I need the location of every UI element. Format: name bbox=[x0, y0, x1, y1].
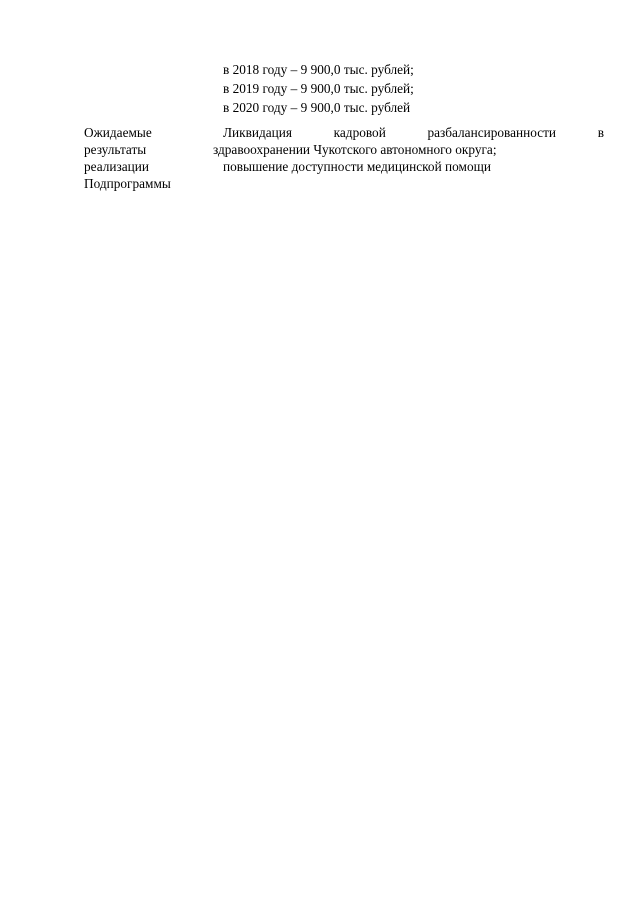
funding-block bbox=[223, 61, 603, 118]
expected-results-label bbox=[84, 124, 204, 192]
funding-line-2018: в 2018 году – 9 900,0 тыс. рублей; bbox=[223, 62, 414, 77]
result-line-1 bbox=[223, 124, 604, 141]
result-line-2: здравоохранении Чукотского автономного округа; bbox=[213, 142, 497, 157]
label-line-1: Ожидаемые bbox=[84, 125, 152, 140]
result-word: кадровой bbox=[333, 125, 386, 140]
expected-results-content bbox=[213, 124, 604, 175]
label-line-4: Подпрограммы bbox=[84, 176, 171, 191]
result-word: Ликвидация bbox=[223, 125, 293, 140]
label-line-2: результаты bbox=[84, 142, 147, 157]
funding-line-2020: в 2020 году – 9 900,0 тыс. рублей bbox=[223, 100, 411, 115]
result-word: разбалансированности bbox=[427, 125, 557, 140]
label-line-3: реализации bbox=[84, 159, 149, 174]
funding-line-2019: в 2019 году – 9 900,0 тыс. рублей; bbox=[223, 81, 414, 96]
result-word: в bbox=[597, 125, 604, 140]
result-line-3: повышение доступности медицинской помощи bbox=[223, 159, 491, 174]
